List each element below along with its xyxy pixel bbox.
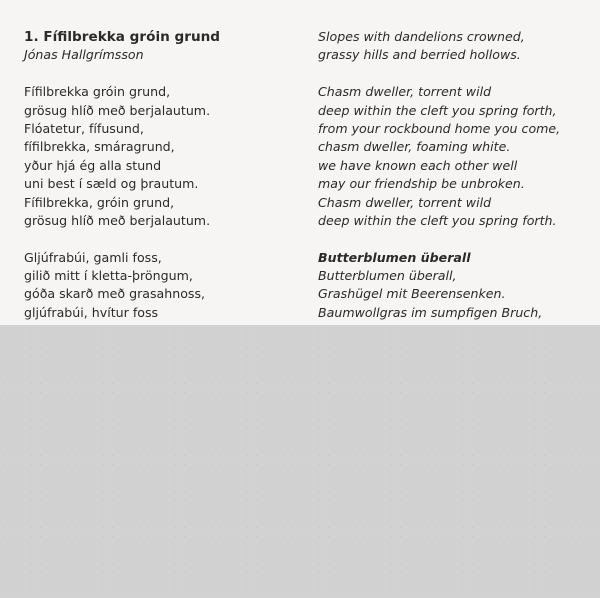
translation-line: we have known each other well	[318, 157, 518, 173]
translation-line: deep within the cleft you spring forth,	[318, 102, 557, 118]
poem-line: góða skarð með grasahnoss,	[24, 286, 206, 302]
poem-line: grösug hlíð með berjalautum.	[24, 102, 211, 118]
poem-line: grösug hlíð með berjalautum.	[24, 212, 211, 228]
translation-line: Grashügel mit Beerensenken.	[318, 286, 506, 302]
translation-line: chasm dweller, foaming white.	[318, 139, 511, 155]
gray-occlusion-overlay	[0, 325, 600, 598]
translation-line: Baumwollgras im sumpfigen Bruch,	[318, 304, 543, 320]
translation-line: Chasm dweller, torrent wild	[318, 84, 492, 100]
translation-line: may our friendship be unbroken.	[318, 176, 525, 192]
poem-author: Jónas Hallgrímsson	[24, 47, 144, 63]
translation-line: Chasm dweller, torrent wild	[318, 194, 492, 210]
poem-line: Fífilbrekka, gróin grund,	[24, 194, 175, 210]
poem-line: fífilbrekka, smáragrund,	[24, 139, 175, 155]
poem-line: Fífilbrekka gróin grund,	[24, 84, 171, 100]
translation-line: deep within the cleft you spring forth.	[318, 212, 557, 228]
poem-line: gljúfrabúi, hvítur foss	[24, 304, 159, 320]
translation-line: Slopes with dandelions crowned,	[318, 29, 525, 44]
stanza-gap	[318, 230, 560, 248]
translation-line: grassy hills and berried hollows.	[318, 47, 521, 63]
stanza-gap	[24, 65, 220, 83]
translation-line: Butterblumen überall,	[318, 268, 457, 284]
stanza-gap	[24, 230, 220, 248]
poem-line: uni best í sæld og þrautum.	[24, 176, 199, 192]
poem-line: Gljúfrabúi, gamli foss,	[24, 249, 162, 265]
poem-title: 1. Fífilbrekka gróin grund	[24, 29, 221, 45]
translation-line: from your rockbound home you come,	[318, 120, 561, 136]
german-title: Butterblumen überall	[318, 249, 471, 265]
poem-line: gilið mitt í kletta-þröngum,	[24, 268, 193, 284]
stanza-gap	[318, 65, 560, 83]
icelandic-column	[24, 28, 220, 341]
poem-line: yður hjá ég alla stund	[24, 157, 162, 173]
translation-column	[318, 28, 560, 322]
poem-line: Flóatetur, fífusund,	[24, 120, 144, 136]
